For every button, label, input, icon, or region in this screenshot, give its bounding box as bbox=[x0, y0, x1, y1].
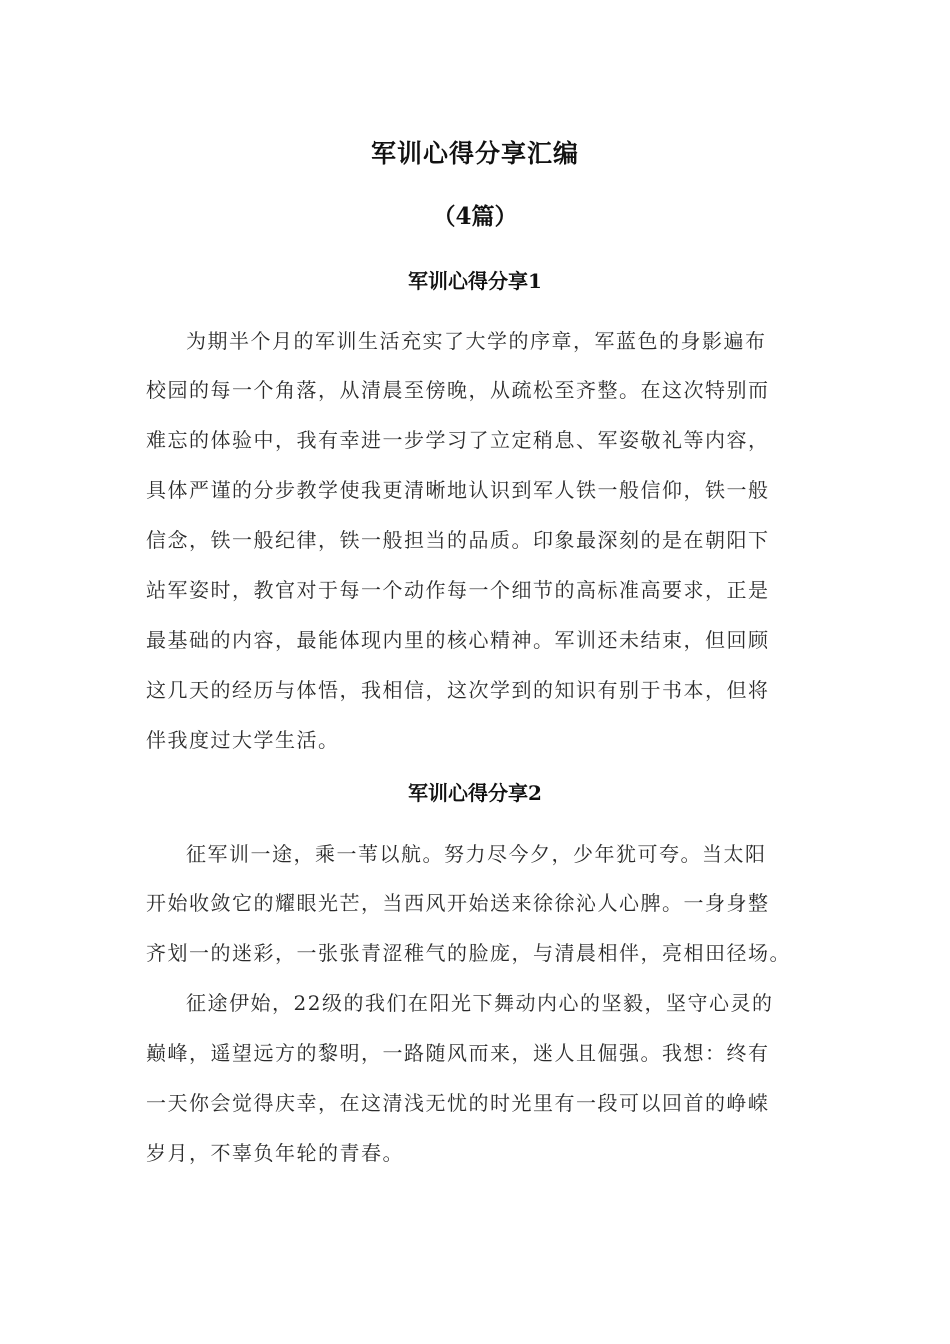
paragraph-line: 一天你会觉得庆幸，在这清浅无忧的时光里有一段可以回首的峥嵘 bbox=[146, 1091, 770, 1115]
paragraph-line: 难忘的体验中，我有幸进一步学习了立定稍息、军姿敬礼等内容， bbox=[146, 428, 770, 452]
section-2-heading: 军训心得分享2 bbox=[408, 781, 542, 805]
paragraph-line: 征军训一途，乘一苇以航。努力尽今夕，少年犹可夸。当太阳 bbox=[186, 842, 767, 866]
paragraph-line: 巅峰，遥望远方的黎明，一路随风而来，迷人且倔强。我想：终有 bbox=[146, 1041, 770, 1065]
paragraph-line: 这几天的经历与体悟，我相信，这次学到的知识有别于书本，但将 bbox=[146, 678, 770, 702]
paragraph-line: 最基础的内容，最能体现内里的核心精神。军训还未结束，但回顾 bbox=[146, 628, 770, 652]
paragraph-line: 校园的每一个角落，从清晨至傍晚，从疏松至齐整。在这次特别而 bbox=[146, 378, 770, 402]
paragraph-line: 信念，铁一般纪律，铁一般担当的品质。印象最深刻的是在朝阳下 bbox=[146, 528, 770, 552]
section-1-heading: 军训心得分享1 bbox=[408, 269, 542, 293]
document-title: 军训心得分享汇编 bbox=[370, 139, 579, 168]
paragraph-line: 为期半个月的军训生活充实了大学的序章，军蓝色的身影遍布 bbox=[186, 329, 767, 353]
paragraph-line: 站军姿时，教官对于每一个动作每一个细节的高标准高要求，正是 bbox=[146, 578, 770, 602]
paragraph-line: 开始收敛它的耀眼光芒，当西风开始送来徐徐沁人心脾。一身身整 bbox=[146, 891, 770, 915]
document-subtitle: （4篇） bbox=[432, 203, 518, 230]
paragraph-line: 征途伊始，22级的我们在阳光下舞动内心的坚毅，坚守心灵的 bbox=[186, 991, 774, 1015]
paragraph-line: 齐划一的迷彩，一张张青涩稚气的脸庞，与清晨相伴，亮相田径场。 bbox=[146, 941, 791, 965]
paragraph-line: 具体严谨的分步教学使我更清晰地认识到军人铁一般信仰，铁一般 bbox=[146, 478, 770, 502]
paragraph-line: 伴我度过大学生活。 bbox=[146, 728, 340, 752]
paragraph-line: 岁月，不辜负年轮的青春。 bbox=[146, 1141, 404, 1165]
